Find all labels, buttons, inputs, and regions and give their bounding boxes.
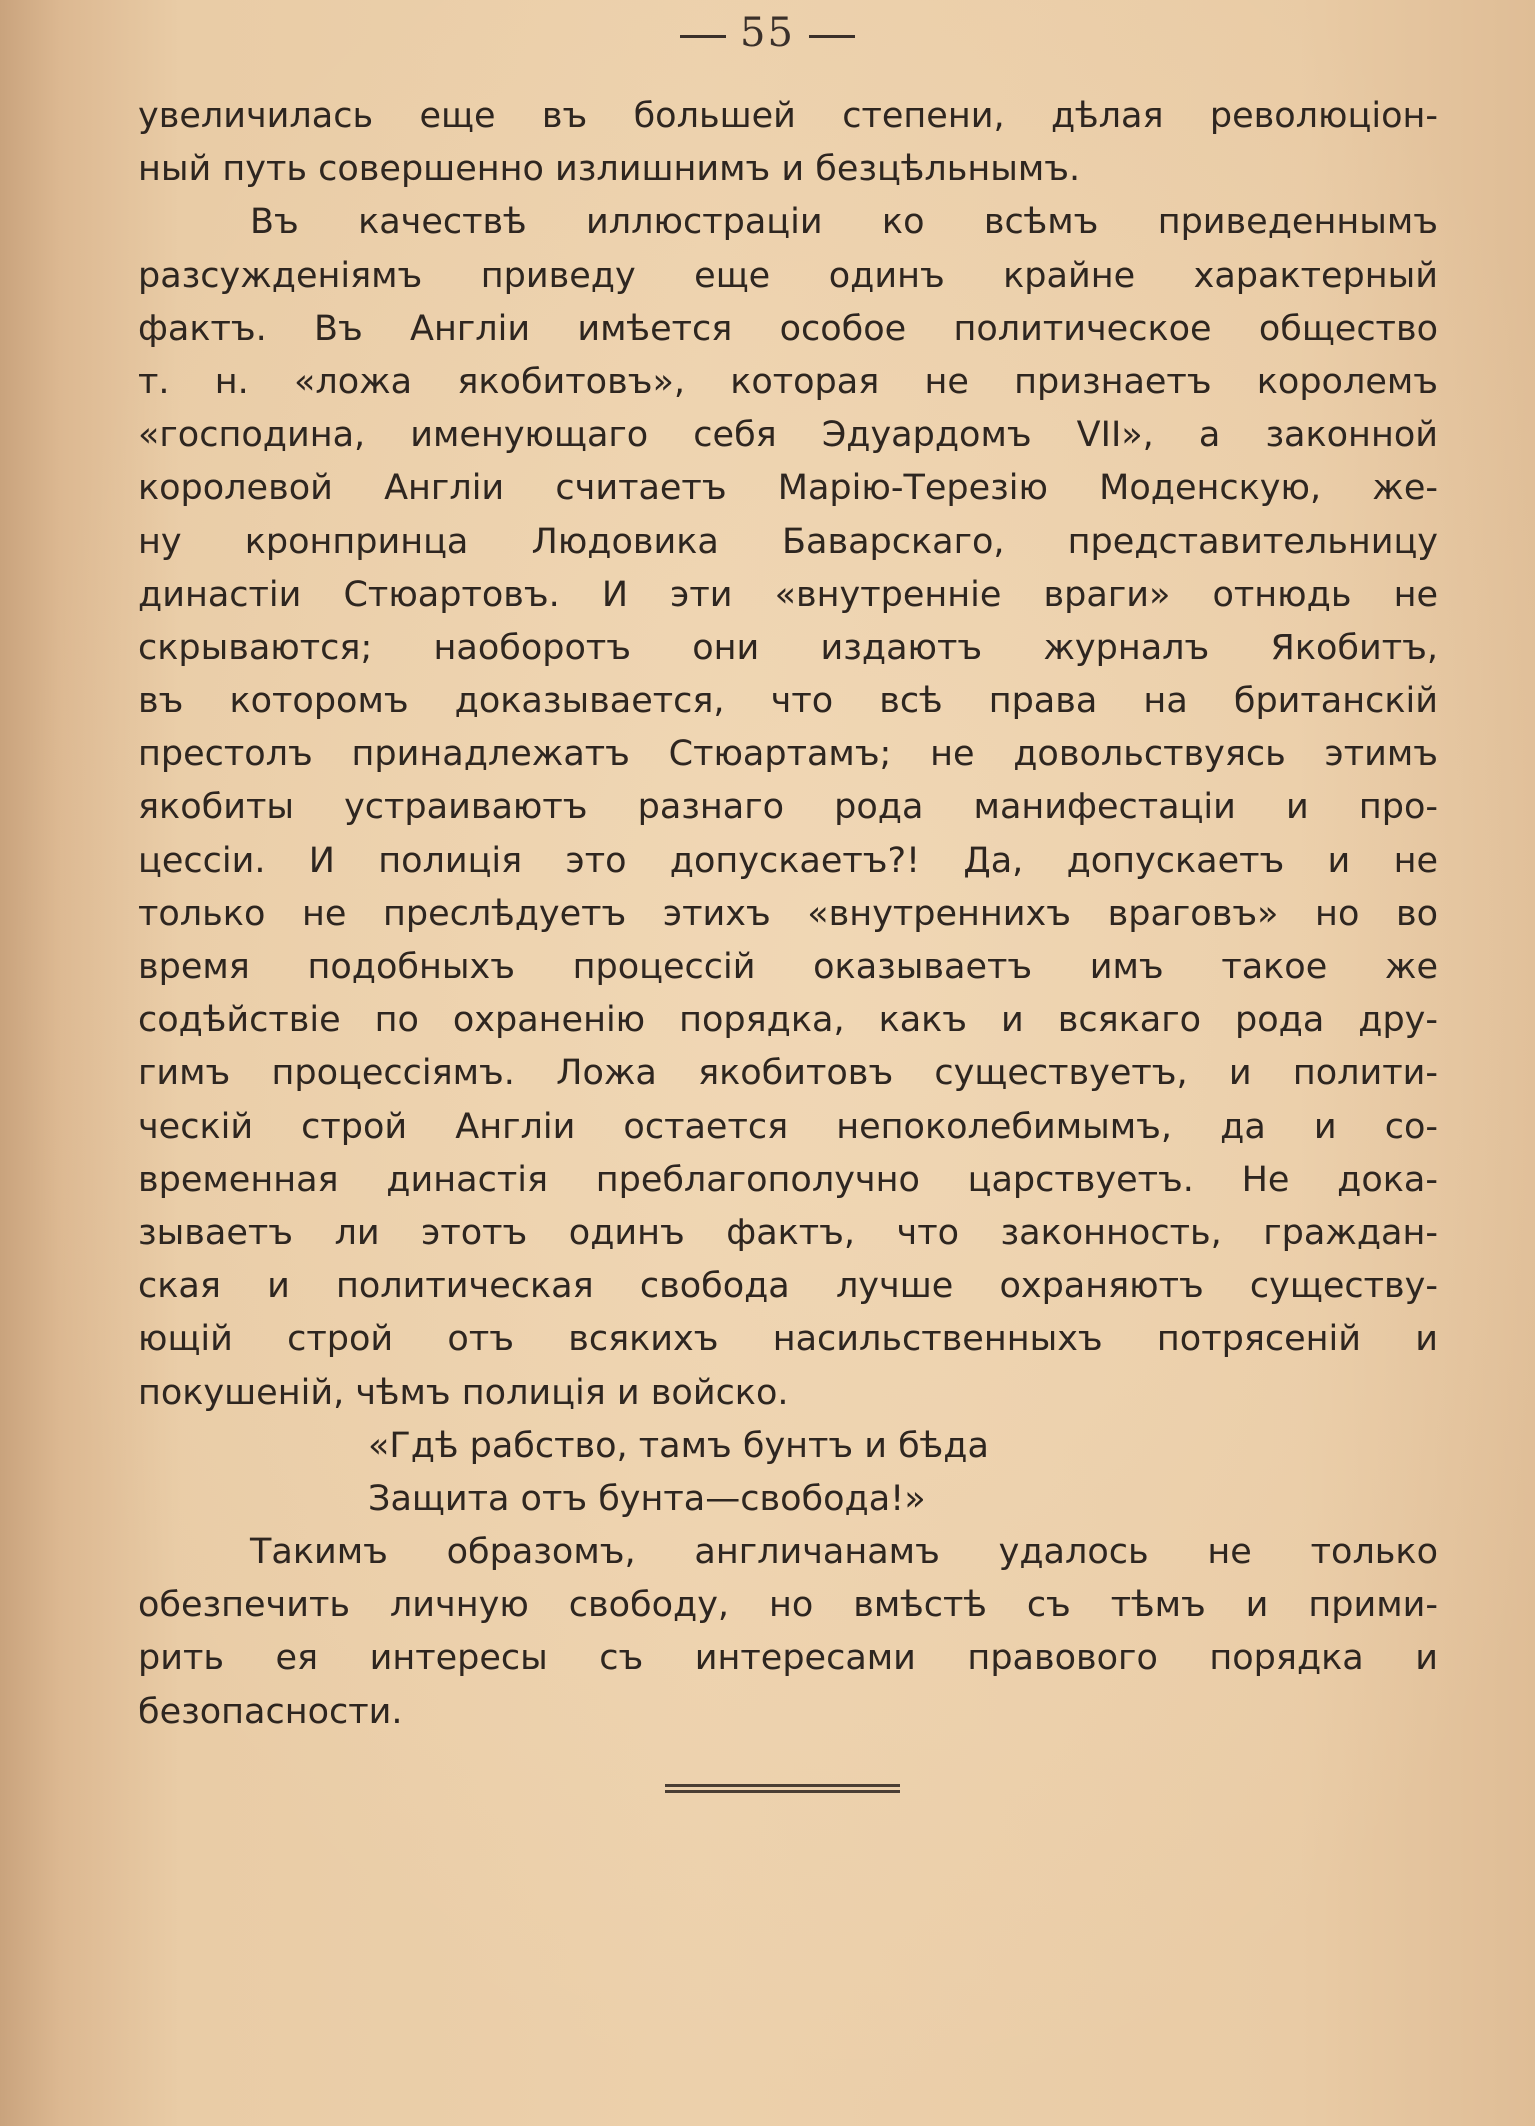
text-line: Въ качествѣ иллюстраціи ко всѣмъ приведеннымъ xyxy=(250,202,1438,243)
text-line: зываетъ ли этотъ одинъ фактъ, что законность, граждан- xyxy=(138,1212,1438,1253)
text-line: содѣйствіе по охраненію порядка, какъ и всякаго рода дру- xyxy=(138,1000,1438,1041)
text-line: разсужденіямъ приведу еще одинъ крайне характерный xyxy=(138,255,1438,296)
text-line: скрываются; наоборотъ они издаютъ журналъ Якобитъ, xyxy=(138,627,1438,668)
text-line: династіи Стюартовъ. И эти «внутренніе враги» отнюдь не xyxy=(138,574,1438,615)
text-line: временная династія преблагополучно царствуетъ. Не дока- xyxy=(138,1159,1438,1200)
page-number-header xyxy=(0,10,1535,56)
text-line: престолъ принадлежатъ Стюартамъ; не довольствуясь этимъ xyxy=(138,734,1438,775)
text-line: гимъ процессіямъ. Ложа якобитовъ существуетъ, и полити- xyxy=(138,1053,1438,1094)
verse-line: Защита отъ бунта—свобода!» xyxy=(368,1478,926,1519)
body-text xyxy=(138,90,1438,1739)
text-line: обезпечить личную свободу, но вмѣстѣ съ тѣмъ и прими- xyxy=(138,1585,1438,1626)
text-line: «господина, именующаго себя Эдуардомъ VII», а законной xyxy=(138,415,1438,456)
text-line: ческій строй Англіи остается непоколебимымъ, да и со- xyxy=(138,1106,1438,1147)
page-number-dash-left xyxy=(680,35,726,38)
text-line: ну кронпринца Людовика Баварскаго, представительницу xyxy=(138,521,1438,562)
text-line: рить ея интересы съ интересами правового порядка и xyxy=(138,1638,1438,1679)
page-number-dash-right xyxy=(809,35,855,38)
text-line: королевой Англіи считаетъ Марію-Терезію Моденскую, же- xyxy=(138,468,1438,509)
text-line: ская и политическая свобода лучше охраняютъ существу- xyxy=(138,1266,1438,1307)
text-line: т. н. «ложа якобитовъ», которая не признаетъ королемъ xyxy=(138,361,1438,402)
text-line: Такимъ образомъ, англичанамъ удалось не только xyxy=(250,1532,1438,1573)
page-number: 55 xyxy=(740,10,795,56)
text-line: увеличилась еще въ большей степени, дѣлая революціон- xyxy=(138,96,1438,136)
text-line: цессіи. И полиція это допускаетъ?! Да, допускаетъ и не xyxy=(138,840,1438,881)
text-line: якобиты устраиваютъ разнаго рода манифестаціи и про- xyxy=(138,787,1438,828)
end-of-section-rule xyxy=(665,1784,900,1793)
text-line: безопасности. xyxy=(138,1691,403,1732)
text-line: въ которомъ доказывается, что всѣ права на британскій xyxy=(138,681,1438,722)
text-line: только не преслѣдуетъ этихъ «внутреннихъ враговъ» но во xyxy=(138,893,1438,934)
verse-line: «Гдѣ рабство, тамъ бунтъ и бѣда xyxy=(368,1425,989,1466)
text-line: ный путь совершенно излишнимъ и безцѣльнымъ. xyxy=(138,149,1081,190)
text-line: фактъ. Въ Англіи имѣется особое политическое общество xyxy=(138,308,1438,349)
text-line: время подобныхъ процессій оказываетъ имъ такое же xyxy=(138,947,1438,987)
text-line: ющій строй отъ всякихъ насильственныхъ потрясеній и xyxy=(138,1319,1438,1360)
text-line: покушеній, чѣмъ полиція и войско. xyxy=(138,1372,789,1413)
